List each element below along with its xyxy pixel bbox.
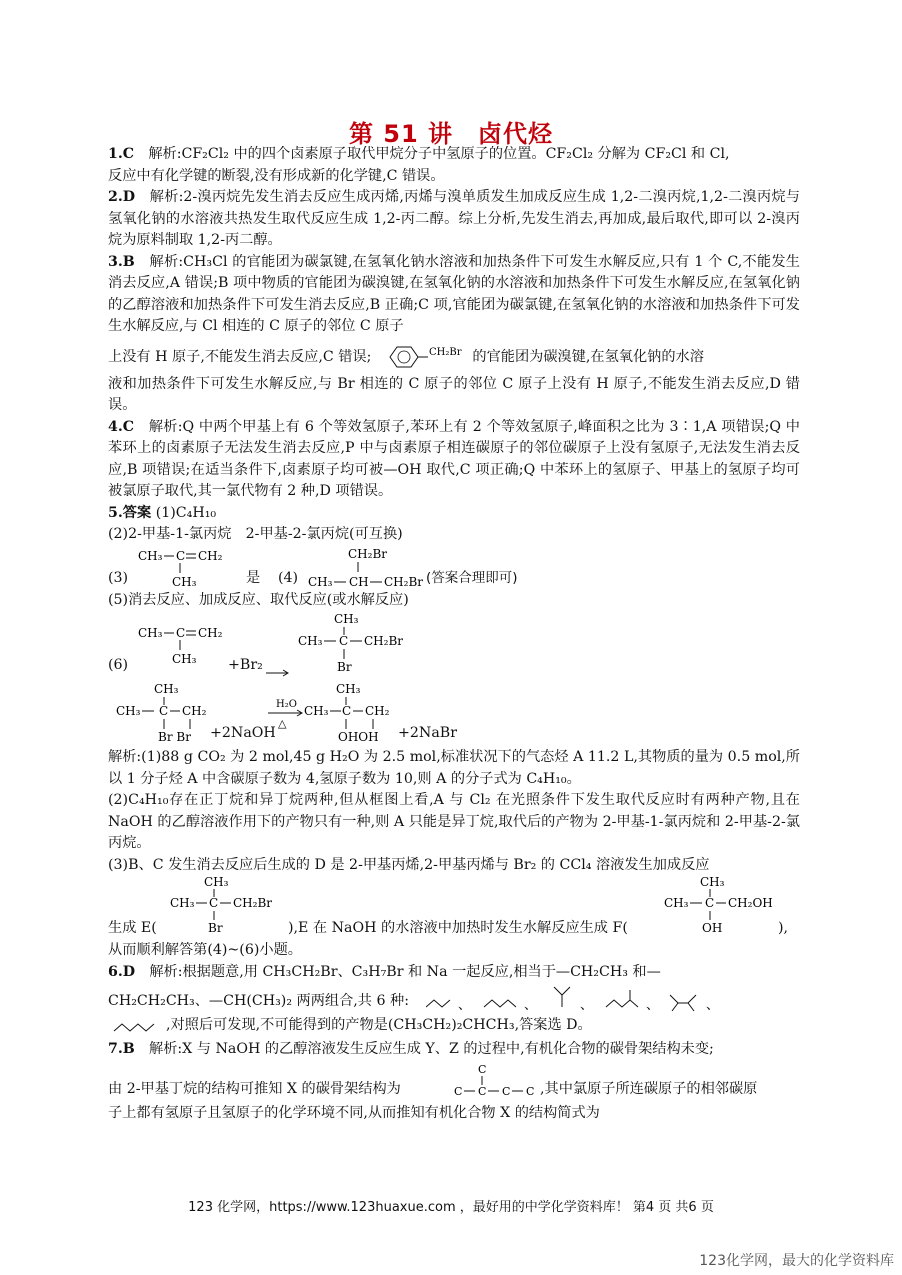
q5-answer-6-reaction2 xyxy=(108,681,800,747)
q5-e-f-line xyxy=(108,876,800,940)
q5-answer-6-reaction1 xyxy=(108,611,800,681)
skeleton-hexane xyxy=(112,1017,172,1037)
r2-ch2: CH₂ xyxy=(182,704,207,718)
r2-c: C xyxy=(159,704,169,718)
svg-text:、: 、 xyxy=(706,998,720,1013)
p2-ch3-top: CH₃ xyxy=(336,682,361,696)
p1-ch3-left: CH₃ xyxy=(298,634,323,648)
q5-analysis-3: (3)B、C 发生消去反应后生成的 D 是 2-甲基丙烯,2-甲基丙烯与 Br₂ 的 CCl₄ 溶液发生加成反应 xyxy=(108,856,710,873)
q3-text-b: 的官能团为碳溴键,在氢氧化钠的水溶 xyxy=(472,348,704,365)
f-c: C xyxy=(705,896,715,910)
q2-number: 2.D xyxy=(108,189,136,205)
q5-answer-5: (5)消去反应、加成反应、取代反应(或水解反应) xyxy=(108,591,409,608)
q5-answer-1 xyxy=(108,503,800,525)
svg-text:、: 、 xyxy=(646,998,660,1013)
q5-number: 5.答案 xyxy=(108,504,152,521)
e-ch3-left: CH₃ xyxy=(170,896,195,910)
a4-note: (答案合理即可) xyxy=(426,569,518,586)
q7-line2 xyxy=(108,1061,800,1103)
q3-number: 3.B xyxy=(108,253,135,270)
q7-text1: 解析:X 与 NaOH 的乙醇溶液发生反应生成 Y、Z 的过程中,有机化合物的碳骨架结构未变; xyxy=(149,1041,714,1057)
cond-h2o: H₂O xyxy=(276,699,297,710)
svg-text:、: 、 xyxy=(524,998,538,1013)
s4-ch3: CH₃ xyxy=(308,574,333,589)
q2-paragraph xyxy=(108,187,800,252)
q1-line1 xyxy=(108,144,800,166)
q3-line-benzyl xyxy=(108,340,800,374)
q1-number: 1.C xyxy=(108,146,135,162)
q2-text: 解析:2-溴丙烷先发生消去反应生成丙烯,丙烯与溴单质发生加成反应生成 1,2-二溴丙烷,1,2-二溴丙烷与氢氧化钠的水溶液共热发生取代反应生成 1,2-丙二醇。综上分析,先发生消去,再加成,最后取代,即可以 2-溴丙烷为原料制取 1,2-丙二醇。 xyxy=(108,189,800,248)
svg-text:、: 、 xyxy=(580,998,594,1013)
q7-text2a: 由 2-甲基丁烷的结构可推知 X 的碳骨架结构为 xyxy=(108,1080,401,1097)
p1-br: Br xyxy=(337,660,352,674)
sk-c-top: C xyxy=(478,1062,487,1076)
q7-line3: 子上都有氢原子且氢原子的化学环境不同,从而推知有机化合物 X 的结构简式为 xyxy=(108,1104,600,1121)
sk-c3: C xyxy=(502,1084,511,1098)
gen-mid-text: ),E 在 NaOH 的水溶液中加热时发生水解反应生成 F( xyxy=(288,920,628,936)
document-body xyxy=(108,144,800,1124)
skeleton-structures xyxy=(426,983,826,1015)
carbon-skeleton xyxy=(450,1061,540,1101)
q1-line2: 反应中有化学键的断裂,没有形成新的化学键,C 错误。 xyxy=(108,167,445,184)
page-title: 第 51 讲 卤代烃 xyxy=(348,120,554,148)
q5-a1: (1)C₄H₁₀ xyxy=(155,504,217,521)
svg-text:、: 、 xyxy=(458,998,472,1013)
p2-ch3-left: CH₃ xyxy=(304,704,329,718)
q6-text3: ,对照后可发现,不可能得到的产物是(CH₃CH₂)₂CHCH₃,答案选 D。 xyxy=(166,1017,592,1033)
q1-text: 解析:CF₂Cl₂ 中的四个卤素原子取代甲烷分子中氢原子的位置。CF₂Cl₂ 分解为 CF₂Cl 和 Cl, xyxy=(148,146,730,162)
s4-ch: CH xyxy=(349,574,369,589)
br2-reagent: +Br₂ xyxy=(228,657,263,673)
f-ch3-left: CH₃ xyxy=(664,896,689,910)
s4-ch2br: CH₂Br xyxy=(384,574,424,589)
r1-ch2: CH₂ xyxy=(198,626,223,640)
q7-number: 7.B xyxy=(108,1041,135,1057)
q5-answer-2: (2)2-甲基-1-氯丙烷 2-甲基-2-氯丙烷(可互换) xyxy=(108,526,403,542)
q6-number: 6.D xyxy=(108,963,136,980)
r1-c: C xyxy=(176,626,186,640)
p1-ch3-top: CH₃ xyxy=(334,612,359,626)
q3-text-a: 上没有 H 原子,不能发生消去反应,C 错误; xyxy=(108,348,372,365)
watermark: 123化学网，最大的化学资料库 xyxy=(699,1253,894,1269)
ch2br-label: CH₂Br xyxy=(428,346,462,358)
q5-analysis-1: 解析:(1)88 g CO₂ 为 2 mol,45 g H₂O 为 2.5 mol,标准状况下的气态烃 A 11.2 L,其物质的量为 0.5 mol,所以 1 分子烃 A 中含碳原子数为 4,氢原子数为 10,则 A 的分子式为 C₄H₁₀。 xyxy=(108,749,800,787)
q3-paragraph xyxy=(108,252,800,338)
q7-line1 xyxy=(108,1039,800,1061)
r1-ch3-b: CH₃ xyxy=(172,652,197,666)
a4-label: (4) xyxy=(278,569,299,586)
a3-is: 是 xyxy=(246,569,261,586)
s3-ch2: CH₂ xyxy=(198,548,223,563)
r2-ch3-left: CH₃ xyxy=(116,704,141,718)
q7-text2b: ,其中氯原子所连碳原子的相邻碳原 xyxy=(540,1080,758,1097)
reaction1-structures xyxy=(108,611,800,681)
f-ch3-top: CH₃ xyxy=(700,876,725,889)
sk-c4: C xyxy=(526,1084,535,1098)
sk-c1: C xyxy=(454,1084,463,1098)
a6-label: (6) xyxy=(108,657,129,673)
p2-c: C xyxy=(342,704,352,718)
a3-label: (3) xyxy=(108,569,129,586)
sk-c2: C xyxy=(478,1084,487,1098)
e-ch3-top: CH₃ xyxy=(204,876,229,889)
gen-e-text: 生成 E( xyxy=(108,920,157,936)
nabr-product: +2NaBr xyxy=(398,725,457,741)
r2-ch3-top: CH₃ xyxy=(154,682,179,696)
s3-ch3-bottom: CH₃ xyxy=(172,574,197,589)
p2-ch2: CH₂ xyxy=(365,704,390,718)
r1-ch3: CH₃ xyxy=(138,626,163,640)
p2-ohoh: OHOH xyxy=(338,730,379,744)
benzyl-bromide-structure xyxy=(376,342,468,372)
q3-line3: 液和加热条件下可发生水解反应,与 Br 相连的 C 原子的邻位 C 原子上没有 H 原子,不能发生消去反应,D 错误。 xyxy=(108,375,800,413)
e-br: Br xyxy=(208,921,223,935)
q3-text: 解析:CH₃Cl 的官能团为碳氯键,在氢氧化钠水溶液和加热条件下可发生水解反应,只有 1 个 C,不能发生消去反应,A 错误;B 项中物质的官能团为碳溴键,在氢氧化钠的水溶液和加热条件下可发生水解反应,在氢氧化钠的乙醇溶液和加热条件下可发生消去反应,B 正确;C 项,官能团为碳氯键,在氢氧化钠的水溶液和加热条件下可发生水解反应,与 Cl 相连的 C 原子的邻位 C 原子 xyxy=(108,253,800,334)
q5-analysis-2: (2)C₄H₁₀存在正丁烷和异丁烷两种,但从框图上看,A 与 Cl₂ 在光照条件下发生取代反应时有两种产物,且在 NaOH 的乙醇溶液作用下的产物只有一种,则 A 只能是异丁烷,取代后的产物为 2-甲基-1-氯丙烷和 2-甲基-2-氯丙烷。 xyxy=(108,792,800,851)
p1-ch2br: CH₂Br xyxy=(364,634,404,648)
gen-end-text: ), xyxy=(778,920,789,936)
q6-text1: 解析:根据题意,用 CH₃CH₂Br、C₃H₇Br 和 Na 一起反应,相当于—CH₂CH₃ 和— xyxy=(149,963,661,980)
q4-text: 解析:Q 中两个甲基上有 6 个等效氢原子,苯环上有 2 个等效氢原子,峰面积之比为 3∶1,A 项错误;Q 中苯环上的卤素原子无法发生消去反应,P 中与卤素原子相连碳原子的邻位碳原子上没有氢原子,无法发生消去反应,B 项错误;在适当条件下,卤素原子均可被—OH 取代,C 项正确;Q 中苯环上的氢原子、甲基上的氢原子均可被氯原子取代,其一氯代物有 2 种,D 项错误。 xyxy=(108,418,800,499)
page-footer: 123 化学网，https://www.123huaxue.com ，最好用的中学化学资料库！ 第4 页 共6 页 xyxy=(188,1200,714,1215)
naoh-reagent: +2NaOH xyxy=(210,725,276,741)
q4-paragraph xyxy=(108,417,800,503)
e-ch2br: CH₂Br xyxy=(233,896,273,910)
r2-brbr: Br Br xyxy=(158,730,191,744)
f-oh: OH xyxy=(702,921,723,935)
q6-line2 xyxy=(108,983,800,1015)
cond-heat: △ xyxy=(278,717,287,730)
f-ch2oh: CH₂OH xyxy=(728,896,773,910)
q5-answer-3-4 xyxy=(108,546,800,590)
q6-text2: CH₂CH₂CH₃、—CH(CH₃)₂ 两两组合,共 6 种: xyxy=(108,993,409,1009)
e-c: C xyxy=(209,896,219,910)
s3-ch3-left: CH₃ xyxy=(138,548,163,563)
p1-c: C xyxy=(339,634,349,648)
q6-line3 xyxy=(108,1015,800,1039)
s3-c: C xyxy=(176,548,186,563)
q5-analysis-end: 从而顺利解答第(4)~(6)小题。 xyxy=(108,942,302,958)
q6-line1 xyxy=(108,962,800,984)
q4-number: 4.C xyxy=(108,418,135,435)
s4-ch2br-top: CH₂Br xyxy=(348,546,388,561)
